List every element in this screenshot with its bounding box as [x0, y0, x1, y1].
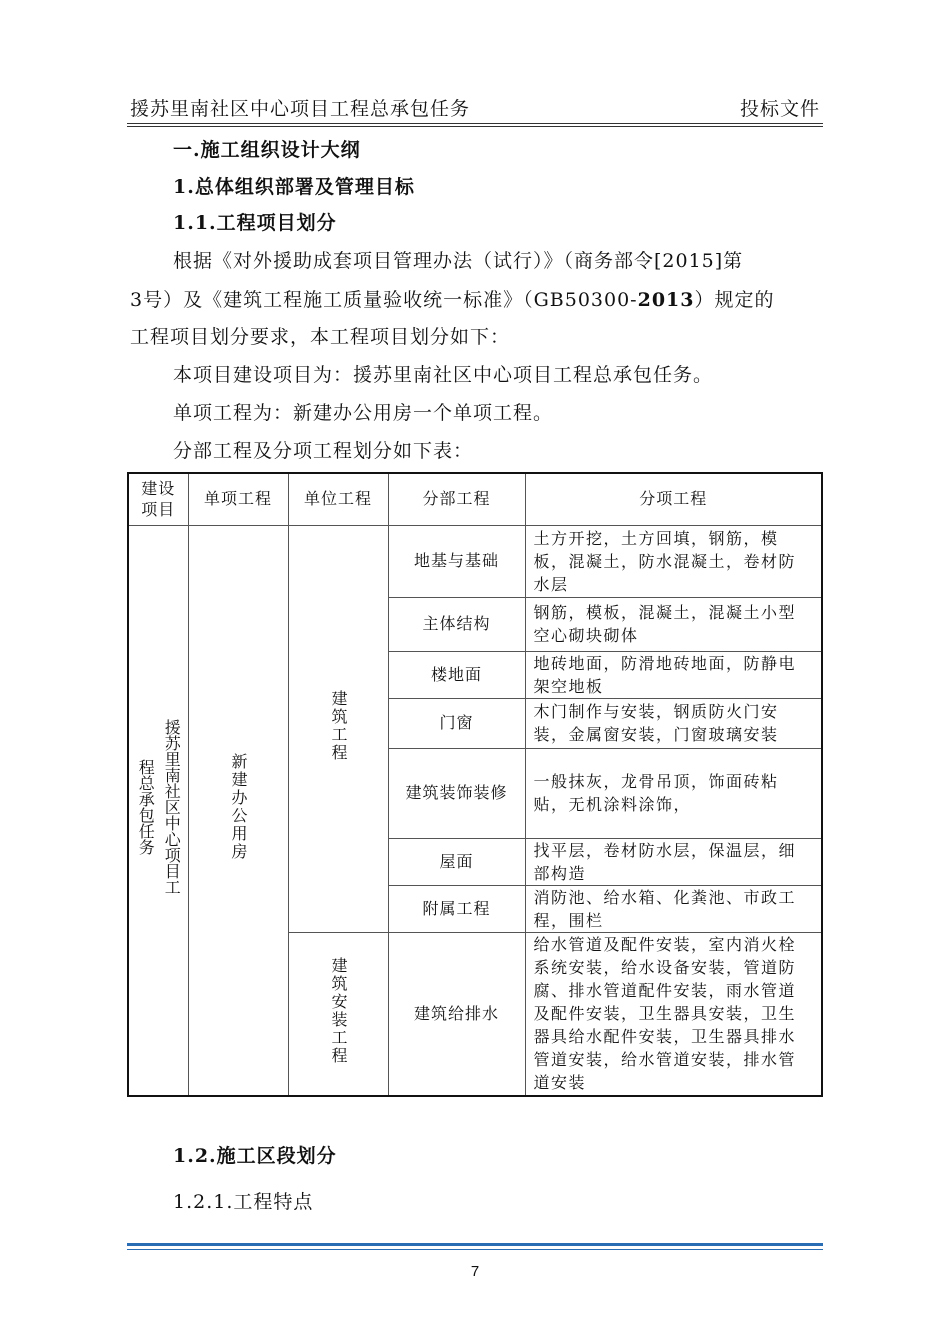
items-cell: 一般抹灰，龙骨吊顶，饰面砖粘贴，无机涂料涂饰， [525, 748, 822, 838]
project-cell: 援苏里南社区中心项目工程总承包任务 [128, 525, 188, 1096]
heading-2: 1.总体组织部署及管理目标 [173, 176, 415, 198]
single-project-cell: 新建办公用房 [188, 525, 288, 1096]
paragraph-line: 本项目建设项目为：援苏里南社区中心项目工程总承包任务。 [173, 364, 714, 386]
table-row [128, 525, 822, 597]
heading-1: 一.施工组织设计大纲 [173, 139, 361, 161]
items-cell: 消防池、给水箱、化粪池、市政工程，围栏 [525, 885, 822, 932]
paragraph-line: 工程项目划分要求，本工程项目划分如下： [130, 326, 511, 348]
division-cell: 地基与基础 [388, 525, 525, 597]
division-cell: 附属工程 [388, 885, 525, 932]
paragraph-line: 根据《对外援助成套项目管理办法（试行）》（商务部令[2015]第 [173, 250, 744, 272]
heading-3: 1.1.工程项目划分 [173, 212, 337, 234]
table-header-cell: 分部工程 [388, 473, 525, 525]
subsection-heading: 1.2.1.工程特点 [173, 1191, 314, 1213]
items-cell: 土方开挖，土方回填，钢筋，模板，混凝土，防水混凝土，卷材防水层 [525, 525, 822, 597]
division-cell: 建筑装饰装修 [388, 748, 525, 838]
paragraph-text: 3号）及《建筑工程施工质量验收统一标准》（GB50300- [130, 289, 638, 311]
paragraph-line: 分部工程及分项工程划分如下表： [173, 440, 474, 462]
table-header-cell: 单位工程 [288, 473, 388, 525]
division-cell: 主体结构 [388, 597, 525, 651]
header-title: 援苏里南社区中心项目工程总承包任务 [130, 98, 471, 120]
division-cell: 屋面 [388, 838, 525, 885]
items-cell: 地砖地面，防滑地砖地面，防静电架空地板 [525, 651, 822, 698]
paragraph-year: 2013 [637, 289, 695, 311]
page-number: 7 [470, 1263, 480, 1280]
paragraph-line [130, 285, 775, 312]
unit-cell: 建筑安装工程 [288, 932, 388, 1096]
unit-cell: 建筑工程 [288, 525, 388, 932]
header-doc-type: 投标文件 [739, 98, 820, 120]
project-division-table [127, 472, 823, 1097]
table-header-row [128, 473, 822, 525]
footer-rule-thin [127, 1249, 823, 1250]
division-cell: 建筑给排水 [388, 932, 525, 1096]
paragraph-line: 单项工程为：新建办公用房一个单项工程。 [173, 402, 554, 424]
division-cell: 门窗 [388, 698, 525, 748]
table-header-cell: 分项工程 [525, 473, 822, 525]
items-cell: 找平层，卷材防水层，保温层，细部构造 [525, 838, 822, 885]
division-cell: 楼地面 [388, 651, 525, 698]
header-rule-bottom [127, 126, 823, 127]
footer-rule-thick [127, 1243, 823, 1246]
section-heading: 1.2.施工区段划分 [173, 1145, 337, 1167]
paragraph-text: ）规定的 [694, 289, 775, 311]
table-header-cell: 建设项目 [128, 473, 188, 525]
items-cell: 钢筋，模板，混凝土，混凝土小型空心砌块砌体 [525, 597, 822, 651]
header-rule-top [127, 123, 823, 124]
table-header-cell: 单项工程 [188, 473, 288, 525]
items-cell: 木门制作与安装，钢质防火门安装，金属窗安装，门窗玻璃安装 [525, 698, 822, 748]
items-cell: 给水管道及配件安装，室内消火栓系统安装，给水设备安装，管道防腐、排水管道配件安装，雨水管道及配件安装，卫生器具安装，卫生器具给水配件安装，卫生器具排水管道安装，给水管道安装，排水管道安装 [525, 932, 822, 1096]
